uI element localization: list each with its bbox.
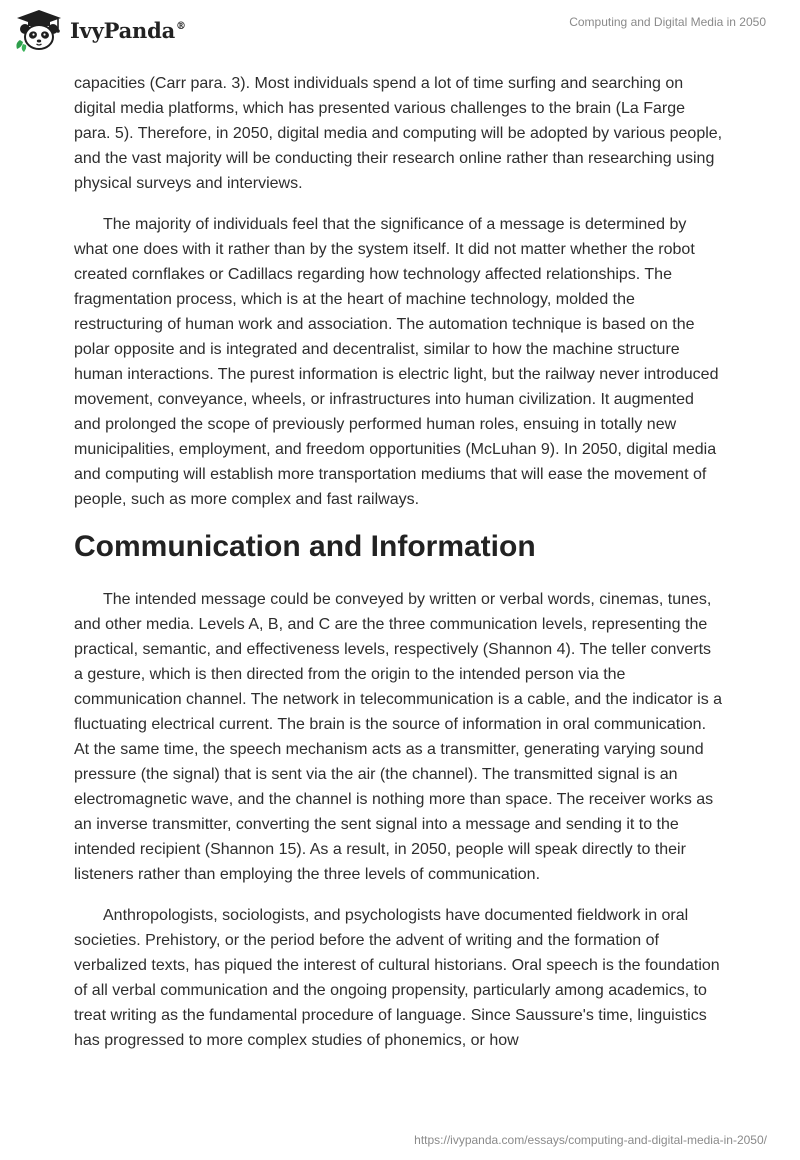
- essay-body: [74, 71, 724, 1069]
- source-url: https://ivypanda.com/essays/computing-and-digital-media-in-2050/: [414, 1133, 767, 1147]
- registered-mark: ®: [176, 20, 186, 32]
- brand-name: IvyPanda®: [70, 17, 186, 43]
- panda-graduate-icon: [14, 8, 64, 52]
- paragraph: The majority of individuals feel that the significance of a message is determined by what one does with it rather than by the system itself. It did not matter whether the robot created cornflakes or Cadillacs regarding how technology affected relationships. The fragmentation process, which is at the heart of machine technology, molded the restructuring of human work and association. The automation technique is based on the polar opposite and is integrated and decentralist, similar to how the machine structure human interactions. The purest information is electric light, but the railway never introduced movement, conveyance, wheels, or infrastructures into human civilization. It augmented and prolonged the scope of previously performed human roles, ensuing in totally new municipalities, employment, and freedom opportunities (McLuhan 9). In 2050, digital media and computing will establish more transportation mediums that will ease the movement of people, such as more complex and fast railways.: [74, 216, 719, 508]
- paragraph: The intended message could be conveyed by written or verbal words, cinemas, tunes, and other media. Levels A, B, and C are the three communication levels, representing the practical, semantic, and effectiveness levels, respectively (Shannon 4). The teller converts a gesture, which is then directed from the origin to the intended person via the communication channel. The network in telecommunication is a cable, and the indicator is a fluctuating electrical current. The brain is the source of information in oral communication. At the same time, the speech mechanism acts as a transmitter, generating varying sound pressure (the signal) that is sent via the air (the channel). The transmitted signal is an electromagnetic wave, and the channel is nothing more than space. The receiver works as an inverse transmitter, converting the sent signal into a message and sending it to the intended recipient (Shannon 15). As a result, in 2050, people will speak directly to their listeners rather than employing the three levels of communication.: [74, 591, 723, 883]
- page-header: [0, 0, 800, 60]
- paragraph: capacities (Carr para. 3). Most individuals spend a lot of time surfing and searching on digital media platforms, which has presented various challenges to the brain (La Farge para. 5). Therefore, in 2050, digital media and computing will be adopted by various people, and the vast majority will be conducting their research online rather than researching using physical surveys and interviews.: [74, 75, 723, 192]
- section-heading: Communication and Information: [74, 530, 536, 563]
- ivypanda-logo[interactable]: [14, 8, 186, 52]
- paragraph: Anthropologists, sociologists, and psychologists have documented fieldwork in oral societies. Prehistory, or the period before the advent of writing and the formation of verbalized texts, has piqued the interest of cultural historians. Oral speech is the foundation of all verbal communication and the ongoing propensity, particularly among academics, to treat writing as the fundamental procedure of language. Since Saussure's time, linguistics has progressed to more complex studies of phonemics, or how: [74, 907, 720, 1049]
- document-title: Computing and Digital Media in 2050: [569, 15, 766, 29]
